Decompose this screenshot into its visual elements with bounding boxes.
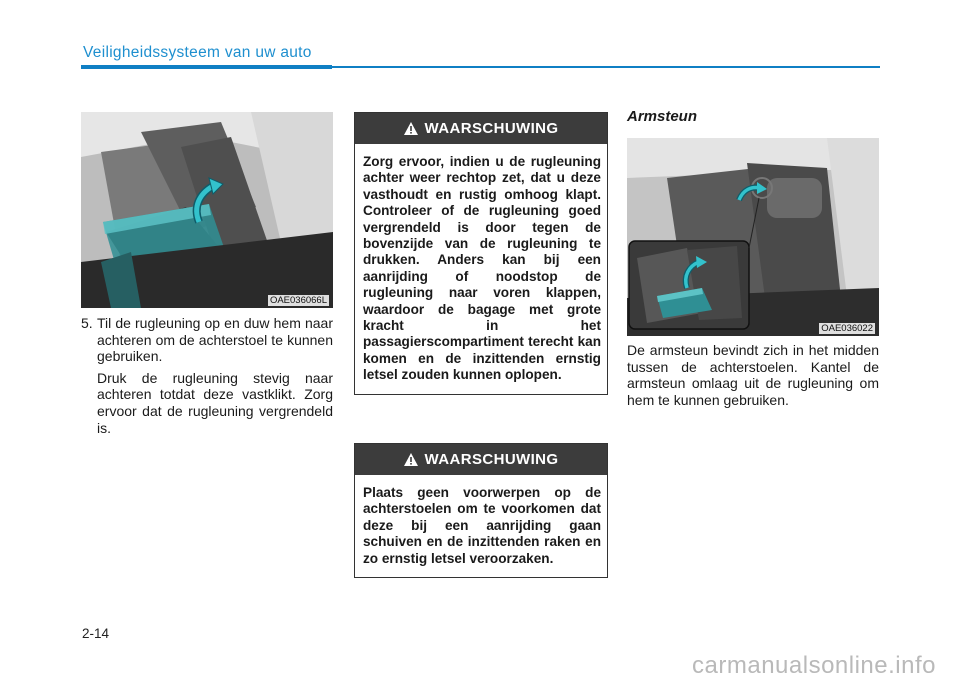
armsteun-text: De armsteun bevindt zich in het midden tussen de achterstoelen. Kantel de armsteun omlaag uit de rugleuning om hem te kunnen gebruiken. — [627, 342, 879, 408]
armrest-photo — [627, 138, 879, 336]
rear-seat-photo — [81, 112, 333, 308]
photo-caption: OAE036066L — [269, 295, 327, 306]
step-5 — [81, 315, 333, 442]
section-title: Veiligheidssysteem van uw auto — [83, 44, 312, 61]
armsteun-heading: Armsteun — [627, 108, 698, 125]
warning-header — [355, 113, 607, 144]
header-rule-thin — [332, 66, 880, 68]
rear-seat-illustration — [81, 112, 333, 308]
warning-box-1 — [354, 112, 608, 395]
step-text: Til de rugleuning op en duw hem naar achteren om de achterstoel te kunnen gebruiken. — [97, 315, 333, 365]
warning-text: Zorg ervoor, indien u de rugleuning achter weer rechtop zet, dat u deze vasthoudt en rustig omhoog klapt. Controleer of de rugleuning goed vergrendeld is door tegen de bovenzijde van de rugleuning te drukken. Anders kan bij een aanrijding of noodstop de rugleuning naar voren klappen, waardoor de bagage met grote kracht in het passagierscompartiment terecht kan komen en de inzittenden ernstig letsel zouden kunnen oplopen. — [363, 154, 601, 383]
header-rule-thick — [81, 65, 332, 69]
warning-triangle-icon — [404, 453, 418, 466]
warning-title: WAARSCHUWING — [424, 451, 559, 468]
page-number: 2-14 — [82, 626, 110, 641]
step-number: 5. — [81, 315, 93, 331]
warning-text: Plaats geen voorwerpen op de achterstoelen om te voorkomen dat deze bij een aanrijding gaan schuiven en de inzittenden raken en zo ernstig letsel veroorzaken. — [363, 485, 601, 566]
warning-header — [355, 444, 607, 475]
warning-box-2 — [354, 443, 608, 578]
warning-title: WAARSCHUWING — [424, 120, 559, 137]
watermark: carmanualsonline.info — [692, 652, 936, 679]
warning-triangle-icon — [404, 122, 418, 135]
armrest-illustration — [627, 138, 879, 336]
photo-caption: OAE036022 — [821, 323, 873, 334]
step-text-2: Druk de rugleuning stevig naar achteren totdat deze vastklikt. Zorg ervoor dat de rugleuning vergrendeld is. — [97, 369, 333, 436]
